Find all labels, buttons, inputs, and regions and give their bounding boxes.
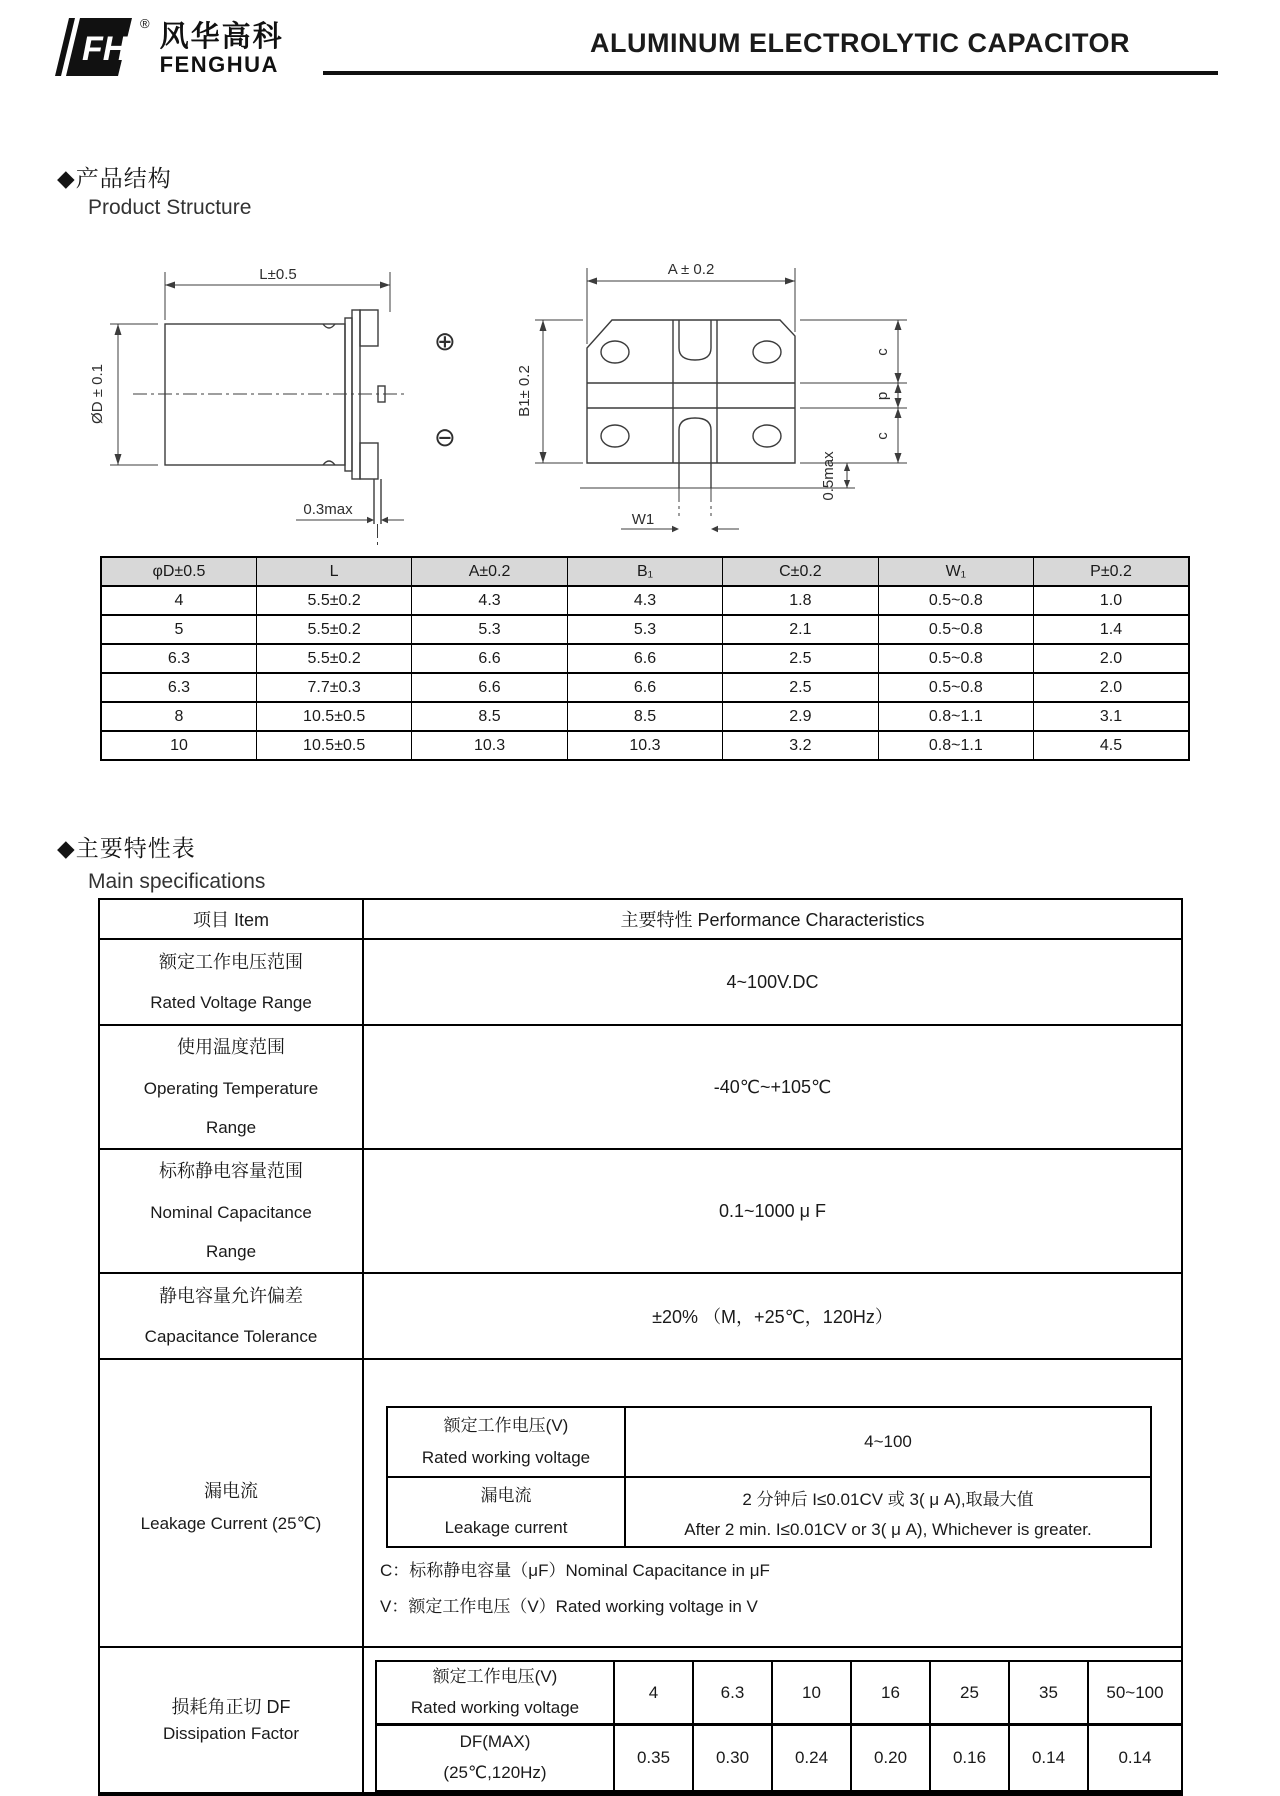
dim-header-p: P±0.2 <box>1034 557 1189 586</box>
dimension-table <box>100 556 1190 761</box>
dim-row <box>101 586 1189 615</box>
dim-header-b1: B₁ <box>567 557 722 586</box>
dim-cell: 5.5±0.2 <box>256 586 411 615</box>
dim-row <box>101 673 1189 702</box>
operating-temperature-value: -40℃~+105℃ <box>363 1025 1182 1149</box>
dissipation-factor-label-en: Dissipation Factor <box>162 1723 300 1743</box>
dim-cell: 0.5~0.8 <box>878 644 1033 673</box>
fenghua-logo-icon <box>52 14 138 80</box>
leakage-value-label-cn: 漏电流 <box>480 1485 532 1505</box>
svg-text:FH: FH <box>82 30 128 68</box>
rated-voltage-label-en: Rated Voltage Range <box>150 993 312 1013</box>
a-dimension-label: A ± 0.2 <box>667 261 715 278</box>
dim-cell: 2.5 <box>723 644 878 673</box>
fenghua-logo <box>52 14 284 80</box>
dim-cell: 4 <box>101 586 256 615</box>
df-max-label-line1: DF(MAX) <box>459 1732 531 1752</box>
dim-cell: 10.3 <box>567 731 722 760</box>
dim-row <box>101 644 1189 673</box>
nominal-capacitance-label-en2: Range <box>205 1241 257 1261</box>
dim-cell: 3.1 <box>1034 702 1189 731</box>
dim-cell: 10.5±0.5 <box>256 702 411 731</box>
capacitance-tolerance-label-en: Capacitance Tolerance <box>144 1327 318 1347</box>
df-voltage: 35 <box>1009 1661 1088 1725</box>
capacitor-bottom-view-drawing <box>495 248 925 578</box>
df-voltage: 4 <box>614 1661 693 1725</box>
leakage-current-label-cn: 漏电流 <box>204 1481 258 1502</box>
df-max-label-line2: (25℃,120Hz) <box>443 1762 547 1782</box>
rated-voltage-label-cn: 额定工作电压范围 <box>159 951 303 972</box>
df-value: 0.20 <box>851 1725 930 1793</box>
dim-cell: 6.6 <box>567 673 722 702</box>
header-divider <box>323 71 1218 75</box>
df-values-row <box>376 1725 1182 1793</box>
dim-cell: 0.5~0.8 <box>878 586 1033 615</box>
dissipation-factor-label-cn: 损耗角正切 DF <box>171 1696 291 1717</box>
main-specifications-heading-en: Main specifications <box>88 870 266 893</box>
dim-cell: 1.4 <box>1034 615 1189 644</box>
logo-chinese-name: 风华高科 <box>159 21 284 53</box>
operating-temperature-label-en1: Operating Temperature <box>143 1078 319 1098</box>
dim-cell: 1.0 <box>1034 586 1189 615</box>
capacitance-tolerance-row <box>99 1273 1182 1359</box>
standoff-dimension-label: 0.5max <box>820 451 837 501</box>
dim-cell: 4.3 <box>412 586 567 615</box>
capacitance-tolerance-value: ±20% （M，+25℃，120Hz） <box>363 1273 1182 1359</box>
spec-header-characteristics: 主要特性 Performance Characteristics <box>363 899 1182 939</box>
df-value: 0.14 <box>1009 1725 1088 1793</box>
dissipation-factor-row <box>99 1647 1182 1795</box>
dim-cell: 2.0 <box>1034 644 1189 673</box>
dim-cell: 0.8~1.1 <box>878 731 1033 760</box>
dim-cell: 5.3 <box>567 615 722 644</box>
dim-cell: 10 <box>101 731 256 760</box>
capacitance-tolerance-label-cn: 静电容量允许偏差 <box>159 1285 303 1306</box>
dim-cell: 2.9 <box>723 702 878 731</box>
spec-header-item: 项目 Item <box>99 899 363 939</box>
c-top-dimension-label: c <box>874 348 891 356</box>
dim-cell: 5.5±0.2 <box>256 644 411 673</box>
operating-temperature-row <box>99 1025 1182 1149</box>
operating-temperature-label-en2: Range <box>205 1117 257 1137</box>
main-specifications-heading-cn: ◆主要特性表 <box>57 835 196 861</box>
leakage-current-row <box>99 1359 1182 1647</box>
dim-cell: 0.5~0.8 <box>878 673 1033 702</box>
rated-voltage-row <box>99 939 1182 1025</box>
w1-dimension-label: W1 <box>631 511 655 528</box>
leakage-value-cn: 2 分钟后 I≤0.01CV 或 3( μ A),取最大值 <box>742 1489 1034 1509</box>
df-value: 0.30 <box>693 1725 772 1793</box>
dim-row <box>101 702 1189 731</box>
df-value: 0.14 <box>1088 1725 1182 1793</box>
lead-thickness-label: 0.3max <box>303 501 353 518</box>
dim-cell: 6.6 <box>412 644 567 673</box>
dimension-table-header-row <box>101 557 1189 586</box>
page-title: ALUMINUM ELECTROLYTIC CAPACITOR <box>590 28 1130 58</box>
dim-cell: 8.5 <box>412 702 567 731</box>
nominal-capacitance-row <box>99 1149 1182 1273</box>
dim-cell: 5.3 <box>412 615 567 644</box>
leakage-value-row <box>387 1477 1151 1547</box>
rated-voltage-value: 4~100V.DC <box>363 939 1182 1025</box>
operating-temperature-label-cn: 使用温度范围 <box>177 1037 285 1058</box>
dim-cell: 2.5 <box>723 673 878 702</box>
dim-cell: 5.5±0.2 <box>256 615 411 644</box>
leakage-voltage-row <box>387 1407 1151 1477</box>
dim-cell: 5 <box>101 615 256 644</box>
spec-header-row <box>99 899 1182 939</box>
df-voltage: 16 <box>851 1661 930 1725</box>
dim-cell: 2.0 <box>1034 673 1189 702</box>
dim-cell: 6.6 <box>567 644 722 673</box>
df-voltage: 25 <box>930 1661 1009 1725</box>
dim-cell: 8.5 <box>567 702 722 731</box>
leakage-current-label-en: Leakage Current (25℃) <box>140 1513 322 1533</box>
dim-row <box>101 731 1189 760</box>
df-voltage-label-en: Rated working voltage <box>410 1697 580 1717</box>
leakage-voltage-label-cn: 额定工作电压(V) <box>443 1415 569 1435</box>
nominal-capacitance-label-cn: 标称静电容量范围 <box>159 1161 303 1182</box>
dim-cell: 8 <box>101 702 256 731</box>
dim-cell: 4.5 <box>1034 731 1189 760</box>
leakage-voltage-label-en: Rated working voltage <box>421 1448 591 1467</box>
leakage-note-c: C：标称静电容量（μF）Nominal Capacitance in μF <box>380 1561 770 1580</box>
df-voltage: 10 <box>772 1661 851 1725</box>
dim-cell: 6.3 <box>101 644 256 673</box>
df-voltage: 50~100 <box>1088 1661 1182 1725</box>
df-voltage-header-row <box>376 1661 1182 1725</box>
product-structure-heading-cn: ◆产品结构 <box>57 165 172 191</box>
dim-cell: 4.3 <box>567 586 722 615</box>
df-voltage: 6.3 <box>693 1661 772 1725</box>
diameter-dimension-label: ØD ± 0.1 <box>89 364 106 424</box>
df-voltage-label-cn: 额定工作电压(V) <box>432 1667 558 1686</box>
df-value: 0.16 <box>930 1725 1009 1793</box>
dim-cell: 1.8 <box>723 586 878 615</box>
c-bottom-dimension-label: c <box>874 432 891 440</box>
p-dimension-label: p <box>874 391 891 401</box>
dim-row <box>101 615 1189 644</box>
dim-cell: 6.6 <box>412 673 567 702</box>
dim-cell: 10.3 <box>412 731 567 760</box>
dim-cell: 2.1 <box>723 615 878 644</box>
dim-header-w1: W₁ <box>878 557 1033 586</box>
dim-cell: 0.5~0.8 <box>878 615 1033 644</box>
logo-english-name: FENGHUA <box>159 52 279 78</box>
specifications-table <box>98 898 1183 1796</box>
nominal-capacitance-value: 0.1~1000 μ F <box>363 1149 1182 1273</box>
dim-cell: 0.8~1.1 <box>878 702 1033 731</box>
dim-cell: 6.3 <box>101 673 256 702</box>
nominal-capacitance-label-en1: Nominal Capacitance <box>150 1202 312 1222</box>
leakage-note-v: V：额定工作电压（V）Rated working voltage in V <box>380 1597 758 1616</box>
leakage-voltage-value: 4~100 <box>625 1407 1151 1477</box>
positive-polarity-mark: ⊕ <box>434 326 456 356</box>
dim-cell: 3.2 <box>723 731 878 760</box>
product-structure-heading-en: Product Structure <box>88 196 252 219</box>
dim-cell: 7.7±0.3 <box>256 673 411 702</box>
length-dimension-label: L±0.5 <box>259 266 297 283</box>
dim-header-c: C±0.2 <box>723 557 878 586</box>
dim-header-a: A±0.2 <box>412 557 567 586</box>
leakage-current-inner-table <box>386 1406 1152 1548</box>
b1-dimension-label: B1± 0.2 <box>516 365 533 417</box>
dim-header-l: L <box>256 557 411 586</box>
leakage-value-label-en: Leakage current <box>444 1518 568 1537</box>
dim-header-d: φD±0.5 <box>101 557 256 586</box>
negative-polarity-mark: ⊖ <box>434 422 456 452</box>
capacitor-side-view-drawing <box>78 252 438 552</box>
registered-trademark-symbol: ® <box>140 16 150 31</box>
leakage-value-en: After 2 min. I≤0.01CV or 3( μ A), Whichever is greater. <box>684 1519 1092 1539</box>
dissipation-factor-inner-table <box>375 1660 1183 1796</box>
dim-cell: 10.5±0.5 <box>256 731 411 760</box>
df-value: 0.24 <box>772 1725 851 1793</box>
df-value: 0.35 <box>614 1725 693 1793</box>
